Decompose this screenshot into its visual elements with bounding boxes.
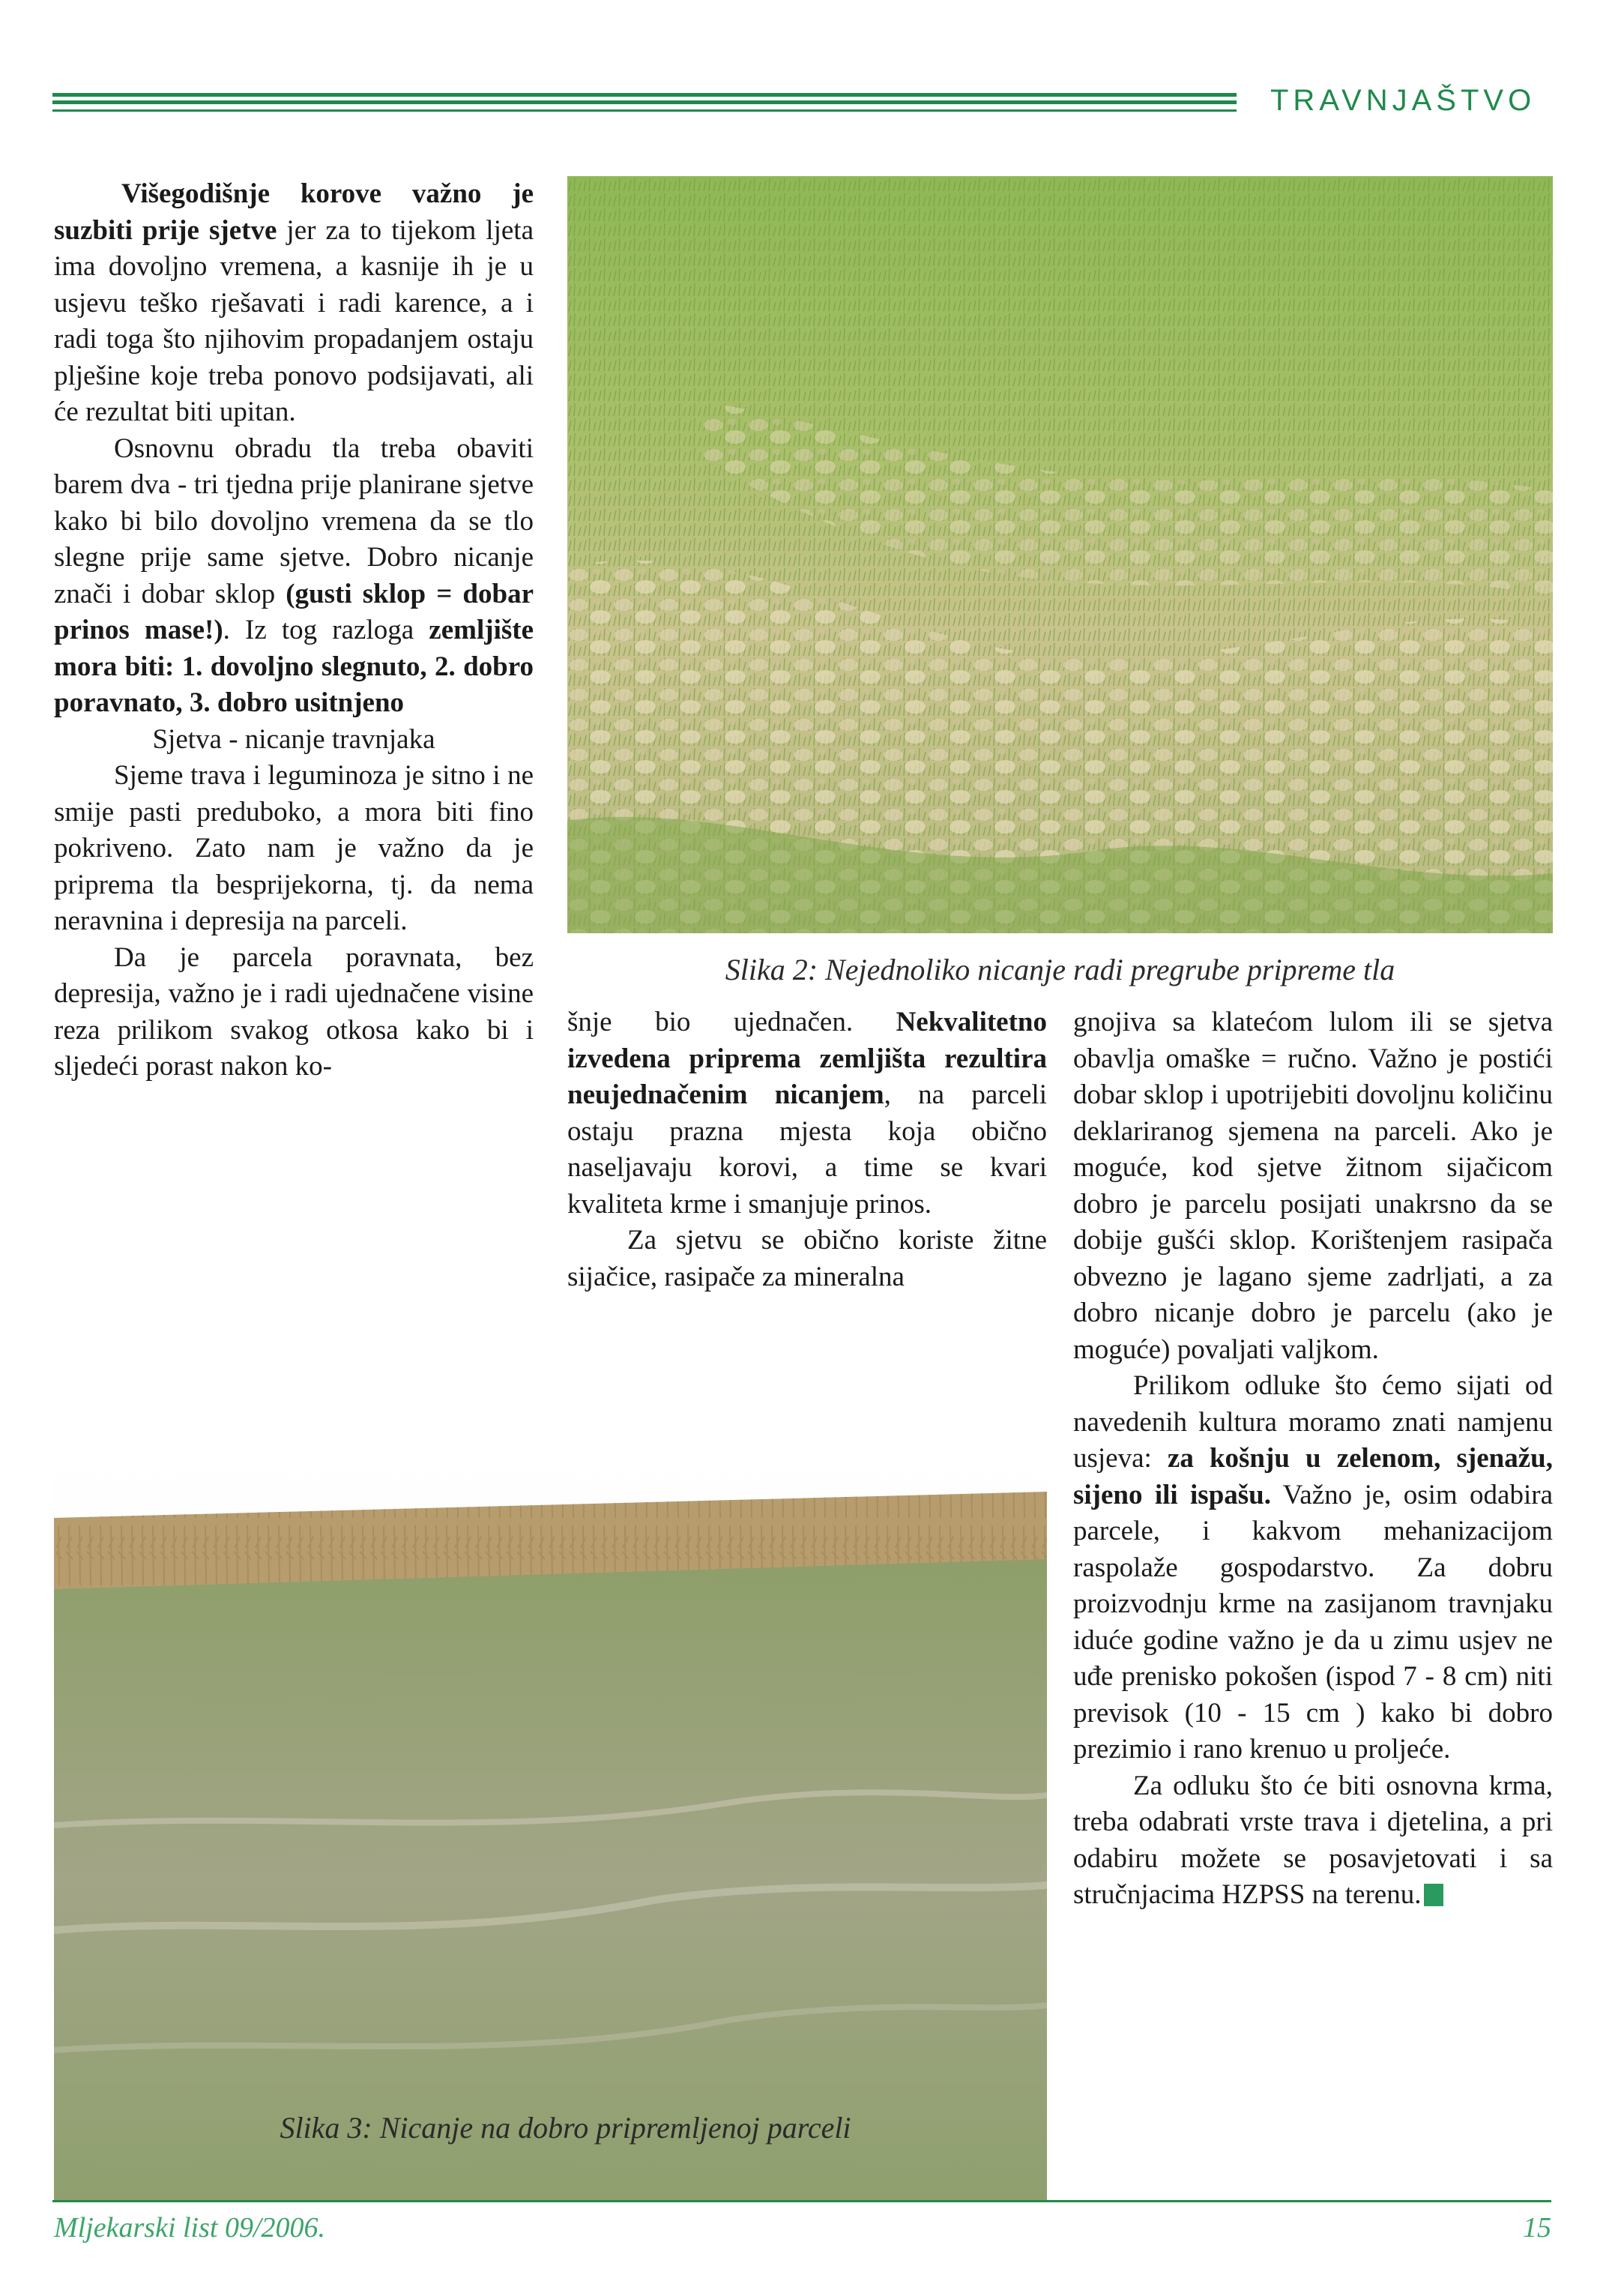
- figure-2-photo: [567, 176, 1553, 933]
- paragraph-2: [54, 431, 534, 722]
- footer-rule: [52, 2200, 1551, 2202]
- column-2-paragraph-1: [567, 1004, 1047, 1223]
- column-2: [567, 1004, 1047, 1295]
- paragraph-1-text: jer za to tijekom ljeta ima dovoljno vremena, a kasnije ih je u usjevu teško rješavati i radi karence, a i radi toga što njihovim propadanjem ostaju plješine koje treba ponovo podsijavati, ali će rezultat biti upitan.: [54, 214, 534, 427]
- column-3-bold: za košnju u zelenom, sjenažu, sijeno ili ispašu.: [1073, 1443, 1553, 1510]
- page-number: 15: [1523, 2212, 1551, 2244]
- column-3-paragraph-3: [1073, 1768, 1553, 1914]
- header-rule-3: [52, 109, 1237, 112]
- paragraph-2-bold-2: zemljište mora biti: 1. dovoljno slegnuto, 2. dobro poravnato, 3. dobro usitnjeno: [54, 615, 534, 718]
- figure-3-image: [54, 1450, 1047, 2200]
- column-3-paragraph-3-text: Za odluku što će biti osnovna krma, treba odabrati vrste trava i djetelina, a pri odabiru možete se posavjetovati i sa stručnjacima HZPSS na terenu.: [1073, 1770, 1553, 1910]
- figure-3-photo: [54, 1450, 1047, 2200]
- header-rule-1: [52, 93, 1237, 97]
- section-title: TRAVNJAŠTVO: [1270, 84, 1536, 117]
- section-heading-text: Sjetva - nicanje travnjaka: [152, 723, 435, 755]
- figure-2-image: [567, 176, 1553, 933]
- figure-2-caption: Slika 2: Nejednoliko nicanje radi pregrube pripreme tla: [725, 953, 1395, 986]
- paragraph-2-bold-1: (gusti sklop = dobar prinos mase!): [54, 578, 534, 645]
- column-2-text-1: šnje bio ujednačen.: [567, 1007, 896, 1037]
- column-1: [54, 176, 534, 1085]
- column-3-text-1: Prilikom odluke što ćemo sijati od navedenih kultura moramo znati namjenu usjeva:: [1073, 1370, 1553, 1474]
- paragraph-2-text-2: . Iz tog razloga: [223, 615, 429, 645]
- column-2-bold: Nekvalitetno izvedena priprema zemljišta rezultira neujednačenim nicanjem: [567, 1007, 1047, 1110]
- paragraph-4: Da je parcela poravnata, bez depresija, važno je i radi ujednačene visine reza prilikom svakog otkosa kako bi i sljedeći porast nakon ko-: [54, 941, 534, 1082]
- bold-lead: Višegodišnje korove važno je suzbiti prije sjetve: [54, 178, 534, 246]
- column-3-paragraph-1: gnojiva sa klatećom lulom ili se sjetva obavlja omaške = ručno. Važno je postići dobar sklop i upotrijebiti dovoljnu količinu deklariranog sjemena na parceli. Ako je moguće, kod sjetve žitnom sijačicom dobro je parcelu posijati unakrsno da se dobije gušći sklop. Korištenjem rasipača obvezno je lagano sjeme zadrljati, a za dobro nicanje dobro je parcelu (ako je moguće) povaljati valjkom.: [1073, 1007, 1553, 1365]
- section-heading: [54, 722, 534, 759]
- journal-name: Mljekarski list 09/2006.: [54, 2212, 326, 2244]
- column-3-text-2: Važno je, osim odabira parcele, i kakvom mehanizacijom raspolaže gospodarstvo. Za dobru proizvodnju krme na zasijanom travnjaku iduće godine važno je da u zimu usjev ne uđe prenisko pokošen (ispod 7 - 8 cm) niti previsok (10 - 15 cm ) kako bi dobro prezimio i rano krenuo u proljeće.: [1073, 1479, 1553, 1765]
- column-2-text-2: , na parceli ostaju prazna mjesta koja obično naseljavaju korovi, a time se kvari kvaliteta krme i smanjuje prinos.: [567, 1079, 1047, 1220]
- column-3: [1073, 1004, 1553, 1914]
- column-3-paragraph-2: [1073, 1368, 1553, 1768]
- figure-3-caption: Slika 3: Nicanje na dobro pripremljenoj parceli: [280, 2111, 851, 2145]
- paragraph-1: [54, 176, 534, 431]
- paragraph-3: Sjeme trava i leguminoza je sitno i ne smije pasti preduboko, a mora biti fino pokriveno. Zato nam je važno da je priprema tla besprijekorna, tj. da nema neravnina i depresija na parceli.: [54, 760, 534, 936]
- end-of-article-icon: [1424, 1884, 1443, 1906]
- paragraph-2-text: Osnovnu obradu tla treba obaviti barem dva - tri tjedna prije planirane sjetve kako bi bilo dovoljno vremena da se tlo slegne prije same sjetve. Dobro nicanje znači i dobar sklop: [54, 433, 534, 609]
- header-rule-2: [52, 100, 1237, 104]
- column-2-paragraph-2: Za sjetvu se obično koriste žitne sijačice, rasipače za mineralna: [567, 1225, 1047, 1292]
